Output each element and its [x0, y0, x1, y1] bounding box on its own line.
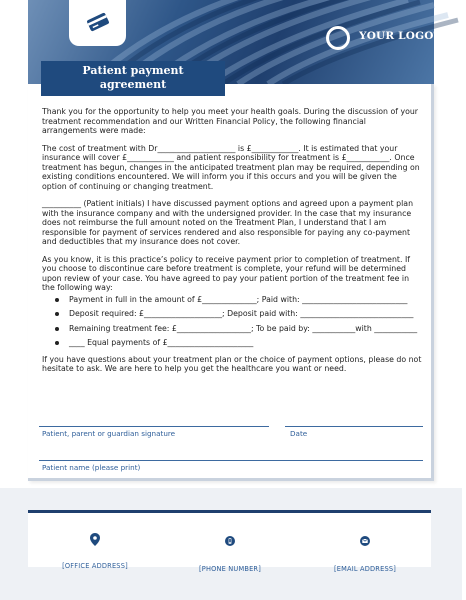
phone-number-label: [PHONE NUMBER] — [199, 565, 261, 573]
signature-line[interactable] — [39, 426, 269, 427]
page-title-line2: agreement — [99, 78, 167, 91]
policy-paragraph: As you know, it is this practice’s policy to receive payment prior to completion of treatment. If you choose to discontinue care before treatment is complete, your refund will be determined upon review of your case. You have agreed to pay your patient portion of the treatment fee in the following way: — [42, 254, 410, 292]
closing-paragraph: If you have questions about your treatment plan or the choice of payment options, please do not hesitate to ask. We are here to help you get the healthcare you want or need. — [42, 354, 422, 373]
payment-option: ____ Equal payments of £______________________ — [55, 338, 423, 348]
page-title — [41, 61, 225, 96]
page-title-line1: Patient payment — [82, 64, 184, 77]
payment-option: Deposit required: £____________________; Deposit paid with: _____________________________ — [55, 309, 423, 319]
initials-paragraph: __________ (Patient initials) I have discussed payment options and agreed upon a payment plan with the insurance company and with the undersigned provider. In the case that my insurance does not reimburse the full amount noted on the Treatment Plan, I understand that I am responsible for payment of services rendered and also responsible for paying any co-payment and deductibles that my insurance does not cover. — [42, 199, 414, 246]
cost-paragraph: The cost of treatment with Dr____________________ is £____________. It is estimated that your insurance will cover £____________ and patient responsibility for treatment is £___________. Once treatment has begun, changes in the anticipated treatment plan may be required, depending on existing conditions encountered. We will inform you if this occurs and you will be given the option of continuing or changing treatment. — [42, 143, 420, 191]
ring-logo-icon — [326, 26, 350, 50]
patient-name-label: Patient name (please print) — [42, 463, 141, 472]
footer — [28, 510, 431, 573]
patient-name-line[interactable] — [39, 460, 423, 461]
map-pin-icon — [90, 533, 100, 546]
agreement-body — [42, 107, 423, 382]
card-badge — [69, 0, 126, 46]
date-label: Date — [290, 429, 308, 438]
footer-office — [30, 531, 160, 570]
office-address-label: [OFFICE ADDRESS] — [62, 562, 128, 570]
intro-paragraph: Thank you for the opportunity to help you meet your health goals. During the discussion of your treatment recommendation and our Written Financial Policy, the following financial arrangements were made: — [42, 107, 418, 135]
payment-options-list — [42, 295, 423, 348]
signature-label: Patient, parent or guardian signature — [42, 429, 176, 438]
email-icon — [360, 536, 370, 546]
email-address-label: [EMAIL ADDRESS] — [333, 565, 396, 573]
date-line[interactable] — [285, 426, 423, 427]
payment-option: Remaining treatment fee: £___________________; To be paid by: ___________with ___________ — [55, 324, 423, 334]
footer-phone — [165, 531, 295, 573]
footer-email — [300, 531, 430, 573]
phone-icon — [225, 536, 235, 546]
payment-option: Payment in full in the amount of £______________; Paid with: ___________________________ — [55, 295, 423, 305]
credit-card-icon — [86, 12, 110, 32]
logotype: YOUR LOGOTYPE — [359, 30, 466, 42]
